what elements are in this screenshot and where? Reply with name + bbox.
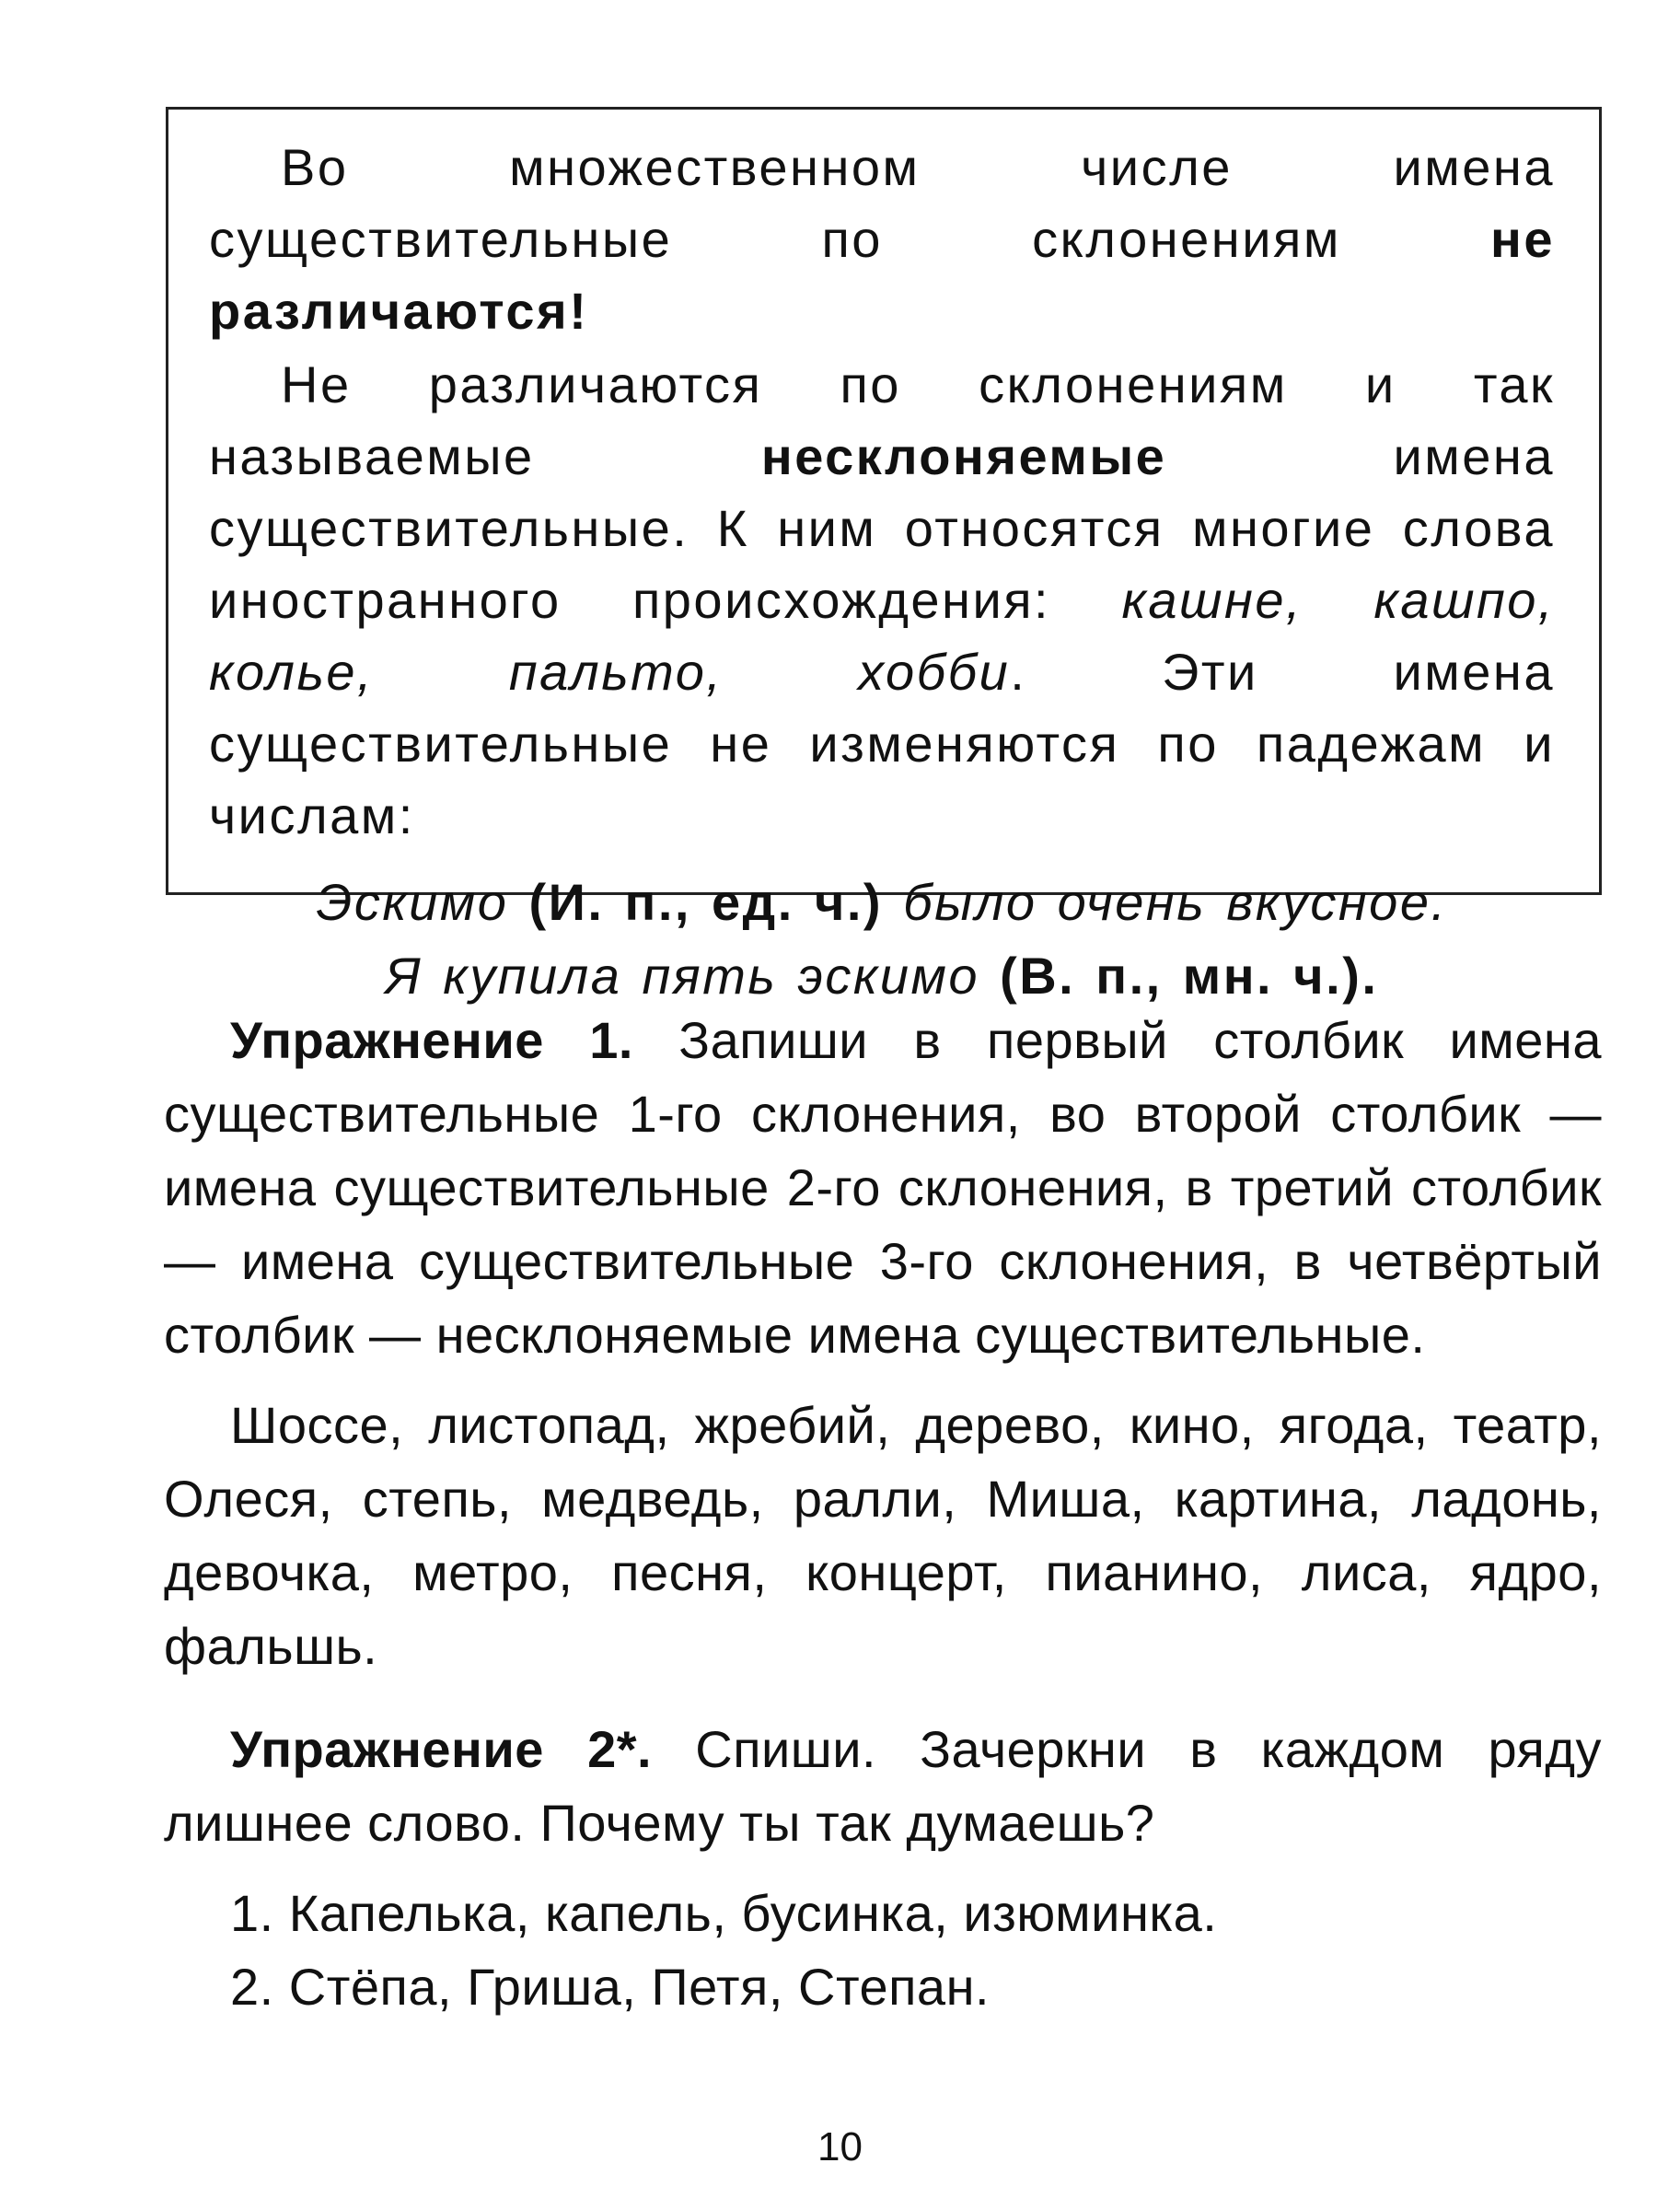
rule-text: Во множественном числе имена существительные по склонениям	[209, 138, 1555, 268]
example-italic: было очень вкусное.	[883, 873, 1448, 931]
rule-example-2	[209, 940, 1555, 1012]
exercise-1	[164, 1004, 1602, 1683]
exercise-2-text: Спиши. Зачеркни в каждом ряду лишнее слово. Почему ты так думаешь?	[164, 1720, 1602, 1852]
exercise-2-rows	[164, 1877, 1602, 2024]
example-italic: Я купила пять эскимо	[385, 947, 1001, 1005]
example-case-note: (В. п., мн. ч.).	[1000, 947, 1379, 1005]
exercise-1-words: Шоссе, листопад, жребий, дерево, кино, ягода, театр, Олеся, степь, медведь, ралли, Миша, картина, ладонь, девочка, метро, песня, концерт, пианино, лиса, ядро, фальшь.	[164, 1396, 1602, 1675]
rule-paragraph-2	[209, 349, 1555, 852]
page-number: 10	[817, 2124, 863, 2169]
exercise-1-title: Упражнение 1.	[230, 1011, 633, 1069]
rule-bold-term: несклоняемые	[760, 427, 1167, 485]
rule-text: Не различаются по склонениям и так называемые	[209, 355, 1555, 485]
rule-bold-text: не различаются!	[209, 210, 1555, 340]
example-case-note: (И. п., ед. ч.)	[528, 873, 884, 931]
rule-example-1	[209, 866, 1555, 938]
exercise-2-row: 2. Стёпа, Гриша, Петя, Степан.	[230, 1958, 991, 2016]
rule-box	[166, 107, 1602, 1005]
rule-examples-italic: кашне, кашпо, колье, пальто, хобби	[209, 571, 1555, 701]
exercise-2-task	[164, 1713, 1602, 1860]
rule-paragraph-1	[209, 132, 1555, 347]
rule-text: . Эти имена существительные не изменяются по падежам и числам:	[209, 643, 1555, 844]
rule-text: имена существительные. К ним относятся многие слова иностранного происхождения:	[209, 427, 1555, 629]
exercise-2	[164, 1713, 1602, 2024]
exercise-1-task	[164, 1004, 1602, 1372]
exercise-2-row: 1. Капелька, капель, бусинка, изюминка.	[230, 1884, 1218, 1942]
exercise-1-text: Запиши в первый столбик имена существительные 1-го склонения, во второй столбик — имена существительные 2-го склонения, в третий столбик — имена существительные 3-го склонения, в четвёртый столбик — несклоняемые имена существительные.	[164, 1011, 1602, 1364]
exercise-2-title: Упражнение 2*.	[230, 1720, 653, 1778]
example-italic: Эскимо	[316, 873, 529, 931]
